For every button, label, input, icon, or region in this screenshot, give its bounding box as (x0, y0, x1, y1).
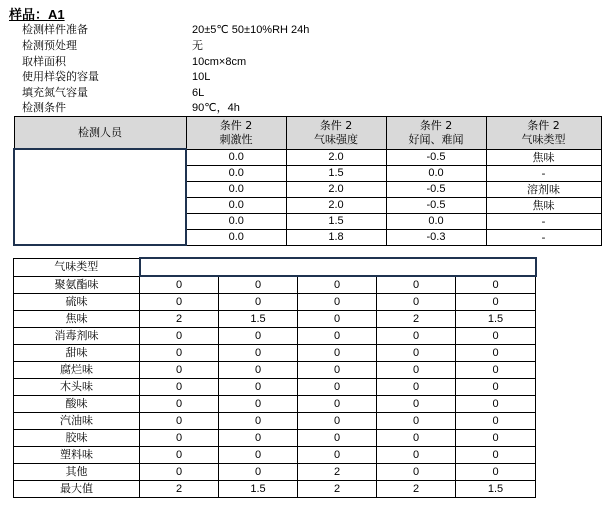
inspector-cell[interactable] (14, 149, 186, 245)
table-cell: 0 (219, 447, 298, 464)
table-cell: 0 (140, 464, 219, 481)
table-row (14, 464, 536, 481)
table-cell: 0 (298, 447, 377, 464)
table-cell: 2 (140, 311, 219, 328)
info-value: 6L (192, 87, 205, 99)
table-cell: 1.5 (219, 311, 298, 328)
table-cell: 0 (140, 447, 219, 464)
table-cell: 0 (298, 413, 377, 430)
table-cell: 0 (140, 362, 219, 379)
info-label: 检测预处理 (22, 39, 77, 52)
table-cell: 0 (298, 345, 377, 362)
table-cell: 0 (140, 430, 219, 447)
table-cell: 0 (140, 294, 219, 311)
table-cell: 0.0 (186, 197, 286, 213)
info-label: 使用样袋的容量 (22, 70, 99, 83)
table-cell: 0 (298, 294, 377, 311)
sample-title: 样品：A1 (9, 7, 65, 22)
table-cell: 0 (219, 396, 298, 413)
table-cell: 0 (456, 379, 536, 396)
table-cell: 0 (298, 328, 377, 345)
table-row (14, 430, 536, 447)
table-cell: 0.0 (186, 213, 286, 229)
row-label: 甜味 (14, 345, 140, 362)
table-cell: 2 (377, 311, 456, 328)
table-cell: 0.0 (386, 165, 486, 181)
table-cell: 0 (377, 464, 456, 481)
row-label: 胶味 (14, 430, 140, 447)
odor-header-blank[interactable] (140, 258, 536, 276)
odor-type-header: 气味类型 (14, 258, 140, 276)
table-cell: 焦味 (486, 149, 601, 165)
info-value: 90℃，4h (192, 102, 240, 114)
table-cell: 1.5 (456, 481, 536, 498)
info-value: 10L (192, 71, 211, 83)
table-cell: 0 (456, 345, 536, 362)
table-row (14, 294, 536, 311)
evaluation-table (13, 116, 602, 246)
table-cell: 0 (219, 430, 298, 447)
table-cell: -0.3 (386, 229, 486, 245)
info-label: 填充氮气容量 (22, 86, 88, 99)
irritation-header (186, 117, 286, 150)
table-cell: - (486, 229, 601, 245)
row-label: 消毒剂味 (14, 328, 140, 345)
table-row (14, 379, 536, 396)
table-cell: -0.5 (386, 181, 486, 197)
table-cell: 0 (298, 311, 377, 328)
row-label: 硫味 (14, 294, 140, 311)
table-cell: 0 (219, 345, 298, 362)
table-row (14, 362, 536, 379)
table-cell: 0 (377, 345, 456, 362)
table-cell: 0 (377, 294, 456, 311)
header-bottom: 气味强度 (314, 132, 358, 146)
table-cell: - (486, 165, 601, 181)
table-cell: 0 (298, 362, 377, 379)
table-row (14, 413, 536, 430)
table-cell: 0 (377, 447, 456, 464)
table-row (14, 396, 536, 413)
table-cell: 0 (456, 464, 536, 481)
header-top: 条件 2 (419, 118, 453, 132)
table-row (14, 447, 536, 464)
table-row (14, 311, 536, 328)
table-cell: 0 (140, 379, 219, 396)
evaluation-header-row (14, 117, 601, 150)
table-cell: 0 (456, 396, 536, 413)
table-cell: 0 (298, 276, 377, 294)
table-cell: 2.0 (286, 181, 386, 197)
table-cell: 2 (298, 464, 377, 481)
row-label: 聚氨酯味 (14, 276, 140, 294)
table-cell: 0 (377, 396, 456, 413)
table-cell: 0 (219, 294, 298, 311)
table-cell: 0 (219, 362, 298, 379)
odor-header-row (14, 258, 536, 276)
table-cell: 0 (298, 430, 377, 447)
row-label: 酸味 (14, 396, 140, 413)
table-row (14, 149, 601, 165)
table-cell: 溶剂味 (486, 181, 601, 197)
hedonic-header (386, 117, 486, 150)
table-cell: 0 (377, 413, 456, 430)
table-cell: 0 (456, 362, 536, 379)
row-label: 腐烂味 (14, 362, 140, 379)
odor-type-header (486, 117, 601, 150)
row-label: 木头味 (14, 379, 140, 396)
intensity-header (286, 117, 386, 150)
table-cell: 0 (456, 413, 536, 430)
table-cell: 2 (377, 481, 456, 498)
table-cell: 0 (219, 379, 298, 396)
table-cell: - (486, 213, 601, 229)
info-value: 无 (192, 40, 203, 52)
header-bottom: 气味类型 (521, 132, 566, 146)
row-label: 其他 (14, 464, 140, 481)
table-cell: 1.5 (286, 165, 386, 181)
info-label: 取样面积 (22, 55, 66, 68)
info-label: 检测样件准备 (22, 23, 88, 36)
table-cell: 0 (140, 276, 219, 294)
table-cell: 0.0 (186, 229, 286, 245)
table-cell: 0.0 (186, 149, 286, 165)
table-cell: 0 (456, 447, 536, 464)
header-bottom: 刺激性 (219, 132, 253, 146)
table-cell: 0 (140, 396, 219, 413)
table-cell: 0 (377, 328, 456, 345)
info-label: 检测条件 (22, 101, 66, 114)
header-top: 条件 2 (527, 118, 560, 132)
table-cell: 2.0 (286, 197, 386, 213)
header-top: 条件 2 (219, 118, 253, 132)
table-cell: 焦味 (486, 197, 601, 213)
table-row (14, 276, 536, 294)
table-row (14, 328, 536, 345)
table-cell: 0 (377, 362, 456, 379)
row-label: 最大值 (14, 481, 140, 498)
table-cell: 0 (298, 396, 377, 413)
table-cell: -0.5 (386, 149, 486, 165)
table-cell: 0 (456, 294, 536, 311)
table-cell: 0 (456, 328, 536, 345)
header-bottom: 好闻、难闻 (408, 132, 464, 146)
table-cell: 1.5 (219, 481, 298, 498)
table-cell: 0 (377, 276, 456, 294)
table-cell: 1.8 (286, 229, 386, 245)
odor-type-table (13, 257, 537, 498)
row-label: 焦味 (14, 311, 140, 328)
row-label: 塑料味 (14, 447, 140, 464)
table-row (14, 345, 536, 362)
table-cell: -0.5 (386, 197, 486, 213)
table-cell: 0.0 (186, 165, 286, 181)
table-cell: 1.5 (286, 213, 386, 229)
table-cell: 2.0 (286, 149, 386, 165)
inspector-header: 检测人员 (14, 117, 186, 150)
table-cell: 0 (377, 430, 456, 447)
table-cell: 0 (219, 413, 298, 430)
table-cell: 0 (456, 276, 536, 294)
table-cell: 0 (456, 430, 536, 447)
table-cell: 0 (219, 464, 298, 481)
info-value: 20±5℃ 50±10%RH 24h (192, 24, 310, 36)
header-top: 条件 2 (319, 118, 353, 132)
table-cell: 0 (219, 328, 298, 345)
table-cell: 0 (377, 379, 456, 396)
table-cell: 1.5 (456, 311, 536, 328)
table-cell: 0 (219, 276, 298, 294)
info-value: 10cm×8cm (192, 56, 247, 68)
row-label: 汽油味 (14, 413, 140, 430)
table-cell: 0 (140, 345, 219, 362)
table-cell: 0 (140, 328, 219, 345)
table-cell: 0.0 (386, 213, 486, 229)
max-value-row (14, 481, 536, 498)
table-cell: 0 (298, 379, 377, 396)
table-cell: 0.0 (186, 181, 286, 197)
table-cell: 2 (298, 481, 377, 498)
table-cell: 0 (140, 413, 219, 430)
table-cell: 2 (140, 481, 219, 498)
